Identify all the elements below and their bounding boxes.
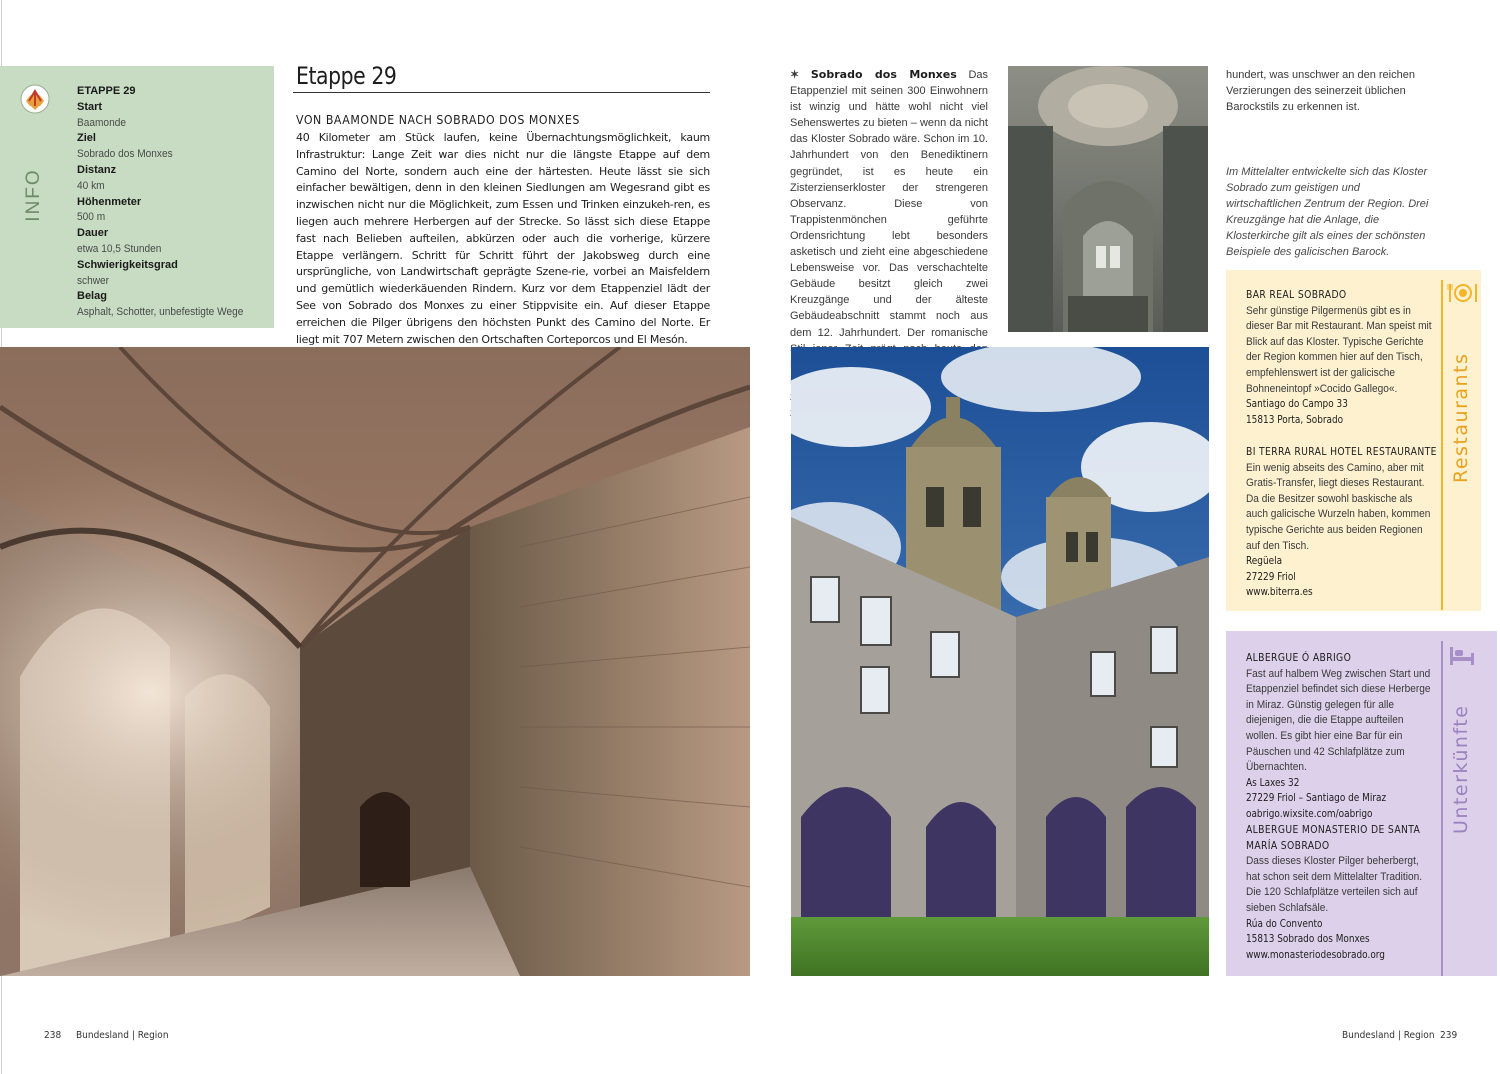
cloister-corridor-photo: [0, 347, 750, 976]
info-label: Dauer: [77, 227, 109, 240]
restaurants-box: [1226, 270, 1481, 611]
sobrado-continuation: hundert, was unschwer an den reichen Verzierungen des seinerzeit üblichen Barockstils zu erkennen ist.: [1226, 69, 1415, 114]
page-number-right: 239: [1440, 1030, 1458, 1041]
info-row: [77, 163, 267, 195]
info-row: [77, 100, 267, 132]
info-label: ETAPPE 29: [77, 85, 136, 97]
info-label: Start: [77, 100, 103, 113]
info-box: [0, 66, 274, 328]
entry-address: 27229 Friol: [1246, 570, 1296, 583]
entry-name: ALBERGUE Ó ABRIGO: [1246, 652, 1352, 664]
entry-description: Sehr günstige Pilgermenüs gibt es in dieser Bar mit Restaurant. Man speist mit Blick auf das Kloster. Typische Gerichte der Region kommen hier auf den Tisch, empfehlenswert ist der galicische Bohneneintopf »Cocido Gallego«.: [1246, 304, 1432, 395]
sobrado-text: Das Etappenziel mit seinen 300 Einwohnern ist winzig und hätte wohl nicht viel Sehenswertes zu bieten – wenn da nicht das Kloster Sobrado wäre. Schon im 10. Jahrhundert von den Benediktinern gegründet, ist es heute ein Zisterzienserkloster der strengeren Observanz. Diese von Trappistenmönchen geführte Ordensrichtung lebt besonders asketisch und zieht eine abgeschiedene Lebensweise vor. Das verschachtelte Gebäude besitzt gleich zwei Kreuzgänge und der älteste Gebäudeabschnitt stammt noch aus dem 12. Jahrhundert. Der romanische: [790, 69, 988, 339]
info-value: 500 m: [77, 211, 106, 224]
entry-name: ALBERGUE MONASTERIO DE SANTA MARÍA SOBRADO: [1246, 824, 1421, 852]
entry-link[interactable]: oabrigo.wixsite.com/oabrigo: [1246, 807, 1373, 820]
entry-address: 27229 Friol – Santiago de Miraz: [1246, 792, 1387, 805]
entry-description: Ein wenig abseits des Camino, aber mit Gratis-Transfer, liegt dieses Restaurant. Da die Besitzer sowohl baskische als auch galicische Wurzeln haben, kommen typische Gerichte aus beiden Regionen auf den Tisch.: [1246, 461, 1431, 552]
info-value: Baamonde: [77, 116, 126, 129]
restaurant-entry: [1246, 445, 1436, 601]
entry-name: BI TERRA RURAL HOTEL RESTAURANTE: [1246, 446, 1437, 458]
entry-name: BAR REAL SOBRADO: [1246, 289, 1347, 301]
entry-link[interactable]: www.monasteriodesobrado.org: [1246, 948, 1385, 961]
monastery-towers-photo: [791, 347, 1209, 976]
info-label: Schwierigkeitsgrad: [77, 258, 178, 271]
entry-address: Rúa do Convento: [1246, 917, 1323, 930]
title-divider: [293, 92, 710, 93]
page-title: Etappe 29: [296, 62, 397, 90]
info-value: schwer: [77, 274, 110, 287]
info-row: [77, 258, 267, 290]
accommodation-divider: [1441, 641, 1443, 976]
info-row: [77, 195, 267, 227]
restaurants-divider: [1441, 280, 1443, 610]
accommodation-side-label: Unterkünfte: [1450, 704, 1472, 834]
entry-address: As Laxes 32: [1246, 776, 1300, 789]
info-side-label: INFO: [23, 168, 44, 222]
church-interior-photo: [1008, 66, 1208, 332]
restaurant-entry: [1246, 288, 1436, 428]
entry-address: Santiago do Campo 33: [1246, 398, 1348, 411]
info-label: Distanz: [77, 163, 117, 176]
entry-description: Fast auf halbem Weg zwischen Start und Etappenziel befindet sich diese Herberge in Miraz. Günstig gelegen für alle diejenigen, die die Etappe aufteilen wollen. Es gibt hier eine Bar für ein Päuschen und 42 Schlafplätze zum Übernachten.: [1246, 667, 1431, 774]
accommodation-box: [1226, 631, 1497, 976]
running-footer-left: Bundesland | Region: [76, 1030, 169, 1041]
section-heading: VON BAAMONDE NACH SOBRADO DOS MONXES: [296, 112, 580, 127]
running-footer-right: Bundesland | Region: [1342, 1030, 1435, 1041]
hiker-icon: ✶: [790, 69, 800, 81]
bed-icon: [1448, 645, 1476, 667]
info-label: Belag: [77, 290, 107, 303]
info-row: [77, 226, 267, 258]
entry-address: 15813 Porta, Sobrado: [1246, 413, 1344, 426]
page-number-left: 238: [44, 1030, 62, 1041]
restaurants-side-label: Restaurants: [1450, 352, 1472, 483]
plate-cutlery-icon: [1446, 282, 1480, 304]
info-label: Höhenmeter: [77, 195, 142, 208]
info-rows: [77, 84, 267, 321]
entry-address: Regüela: [1246, 555, 1283, 568]
scallop-shell-icon: [20, 84, 50, 114]
entry-address: 15813 Sobrado dos Monxes: [1246, 933, 1370, 946]
info-value: Asphalt, Schotter, unbefestigte Wege: [77, 306, 244, 319]
intro-paragraph: 40 Kilometer am Stück laufen, keine Übernachtungsmöglichkeit, kaum Infrastruktur: Lange Zeit war dies nicht nur die längste Etappe auf dem Camino del Norte, sondern auch eine der härtesten. Heute lässt sie sich einfacher bewältigen, denn in den kleinen Siedlungen am Wegesrand gibt es inzwischen nicht nur die Möglichkeit, zum Essen und Trinken einzukeh-ren, es liegen auch mehrere Herbergen auf der Strecke. So lässt sich diese Etappe fast nach Belieben aufteilen, abkürzen oder auch die vorherige, kürzere Etappe verlängern. Schritt für Schritt führt der Jakobsweg durch eine ursprüngliche, von Landwirtschaft geprägte Szene-rie, vorbei an Maisfeldern und gemütlich wiederkäuenden Rindern. Kurz vor dem Etappenziel lädt der See von Sobrado dos Monxes zu einer Stippvisite ein. Auf dieser Etappe erreichen die Pilger übrigens den höchsten Punkt des Camino del Norte. Er liegt mit 707 Metern zwischen den Ortschaften Corteporcos und El Mesón.: [296, 131, 710, 346]
accommodation-entry: [1246, 651, 1436, 823]
info-row: [77, 289, 267, 321]
entry-description: Dass dieses Kloster Pilger beherbergt, hat schon seit dem Mittelalter Tradition. Die 120 Schlafplätze verteilen sich auf sieben Schlafsäle.: [1246, 855, 1423, 914]
info-value: Sobrado dos Monxes: [77, 148, 173, 161]
sobrado-lead: Sobrado dos Monxes: [810, 68, 957, 81]
entry-link[interactable]: www.biterra.es: [1246, 586, 1313, 599]
info-value: etwa 10,5 Stunden: [77, 242, 162, 255]
info-value: 40 km: [77, 179, 105, 192]
info-row: [77, 84, 267, 100]
info-row: [77, 131, 267, 163]
accommodation-entry: [1246, 823, 1436, 963]
photo-caption: Im Mittelalter entwickelte sich das Kloster Sobrado zum geistigen und wirtschaftlichen Zentrum der Region. Drei Kreuzgänge hat die Anlage, die Klosterkirche gilt als eines der schönsten Beispiele des galicischen Barock.: [1226, 166, 1429, 259]
info-label: Ziel: [77, 132, 96, 145]
